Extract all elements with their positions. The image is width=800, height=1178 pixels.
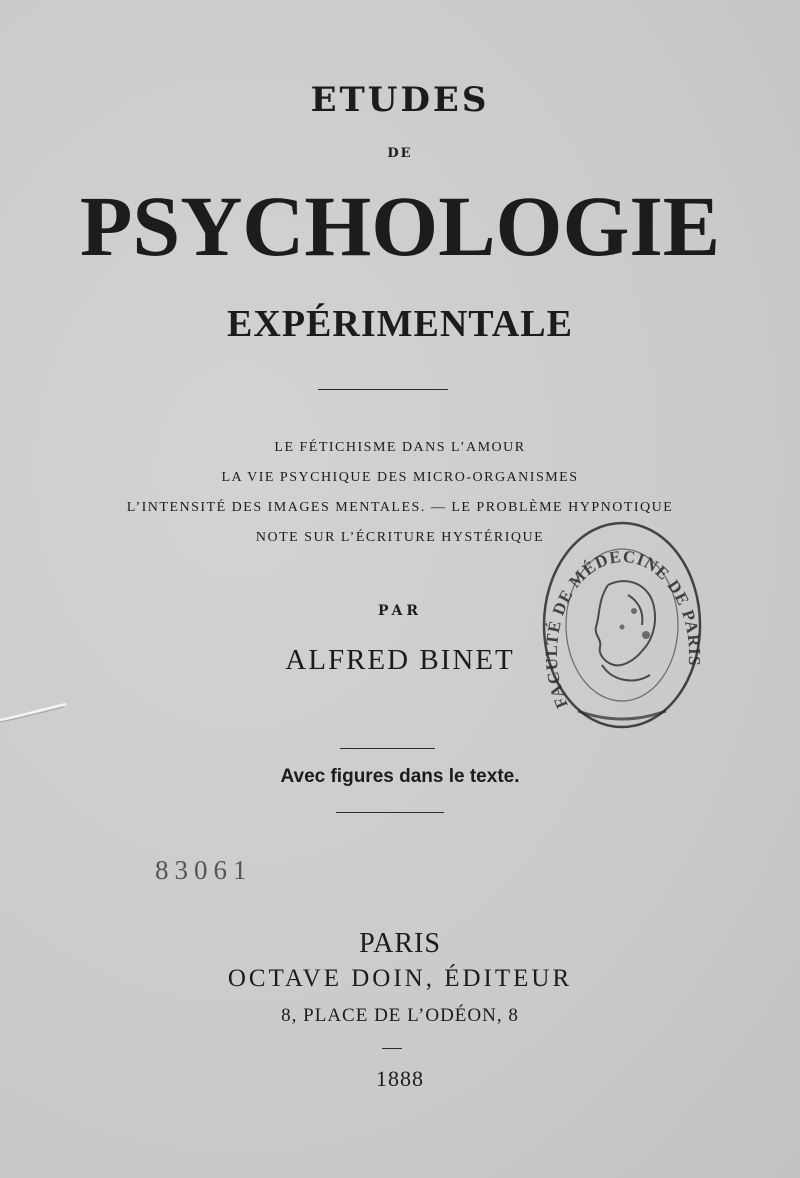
illustrations-note: Avec figures dans le texte. xyxy=(280,766,520,787)
series-connector: DE xyxy=(387,146,413,161)
contents-item: NOTE SUR L’ÉCRITURE HYSTÉRIQUE xyxy=(255,530,545,545)
author-name: ALFRED BINET xyxy=(285,644,515,676)
divider-rule xyxy=(382,1048,402,1049)
divider-rule xyxy=(318,389,448,390)
by-label: PAR xyxy=(377,603,422,619)
publication-city: PARIS xyxy=(359,928,441,959)
contents-item: L’INTENSITÉ DES IMAGES MENTALES. — LE PROBLÈME HYPNOTIQUE xyxy=(126,500,674,515)
contents-item: LA VIE PSYCHIQUE DES MICRO-ORGANISMES xyxy=(221,470,579,485)
main-title: PSYCHOLOGIE xyxy=(79,178,721,274)
main-subtitle: EXPÉRIMENTALE xyxy=(227,303,573,345)
contents-item: LE FÉTICHISME DANS L’AMOUR xyxy=(274,440,526,455)
divider-rule xyxy=(336,812,444,813)
stamp-text: FACULTÉ DE MÉDECINE DE PARIS xyxy=(541,546,705,711)
inventory-number: 83061 xyxy=(155,855,253,885)
publication-year: 1888 xyxy=(376,1066,424,1091)
divider-rule xyxy=(340,748,435,749)
publisher-name: OCTAVE DOIN, ÉDITEUR xyxy=(227,965,573,992)
publisher-address: 8, PLACE DE L’ODÉON, 8 xyxy=(281,1005,519,1026)
library-stamp-icon xyxy=(538,515,706,735)
series-title: ETUDES xyxy=(310,80,490,120)
thread-mark xyxy=(0,700,70,726)
